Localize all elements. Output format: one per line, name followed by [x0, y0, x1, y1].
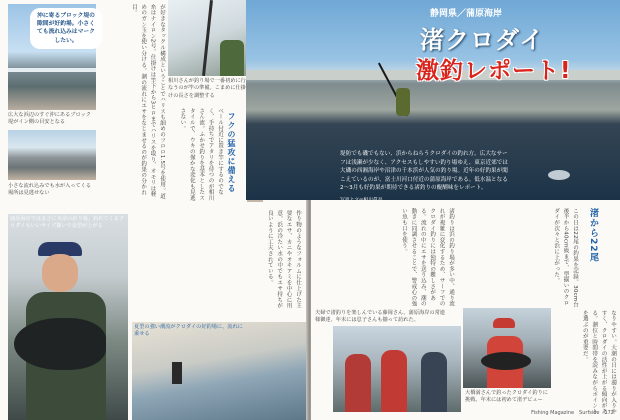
- left-column-text-1: が好きなタックル構成ということでハリスも細めのフロロ1.5号を使用。道糸はナイロン2号。仕掛けは竿下から3ヒロまでハリスを取り、オモリは軽めのガン玉を使い分ける。潮の流れにエサをなじませるのが釣果の分かれ目。: [130, 4, 165, 200]
- tip-bubble: 沖に寄るブロック堤の隙間が好釣場。小さくても流れ込みはマークしたい。: [30, 8, 102, 49]
- left-column-text-3: 作り物のようなフォルムに仕上げた主要なエサ、カニやオキアミを中心に用意。浜の冷たい水の中でもエサ持ちが良いように工夫されている。: [266, 210, 301, 309]
- right-column-text-2: なりやすい。大潮の日には濁りが入りやすく、クロダイの活性が上がる傾向がある。潮位と時間帯を読みながらポイントを選ぶのが重要だ。: [581, 310, 616, 415]
- footer: Fishing Magazine Surfside 172: [531, 410, 614, 416]
- caption-woman: 大橋満さんで釣ったクロダイ釣りに挑戦、年末には初めて渚デビュー: [465, 390, 548, 404]
- caption-rod: 相川さんが釣り場で一番初めに行なうのが竿の準備。こまめに仕掛けの長さを調整する: [168, 78, 246, 99]
- caption-beach1: 広大な浜辺のすぐ沖にあるブロック堤がイン側の目安となる: [8, 112, 91, 126]
- hero-title-line1: 渚クロダイ: [420, 26, 545, 54]
- right-page: [311, 200, 620, 420]
- caption-group: 夫婦で渚釣りを楽しんでいる藤岡さん。蒲原海岸の常連様御達、年末には息子さんも揃って訪れた。: [315, 310, 445, 324]
- group-photo: [333, 326, 461, 412]
- right-column-text-1: 渚釣りは浜の釣り場が多い中、通り流れが複雑に変化するため、サーフでのクロダイ釣りには独特の難しさがある。流れの中にエサを送り込み、潮の動きに同調させることで、警戒心の強い魚も口を使う。: [400, 208, 454, 307]
- tactic-heading: フクの猛攻に備える: [227, 112, 236, 193]
- angler-fish-photo: [8, 214, 128, 420]
- angler-rod-photo: [168, 0, 246, 76]
- water-splash: [548, 170, 570, 180]
- right-column-text-3: この日は22尾の釣果を記録。30cm台後半から40cm級まで、型揃いのクロダイが次々と浜に上がった。: [553, 208, 578, 308]
- woman-fish-photo: [463, 308, 551, 388]
- caption-angler: 蒲原海岸ではまさに本命の釣り場。釣れてくるクロダイもいいサイズ揃いで良型が上がる: [10, 216, 125, 230]
- hero-title-line2: 激釣レポート!: [416, 58, 572, 84]
- hero-lead: 堤防でも磯でもない、浜からねらうクロダイの釣れ方。広大なサーフは浅瀬が少なく、アクセスもしやすい釣り場ゆえ、東京近郊では大磯の西湘海岸や沼津の千本浜が人気の釣り場。近年の好釣果が聞こえているのが、富士川河口付近の蒲原海岸である。低水温となる2〜3月も好釣果が期待できる渚釣りの醍醐味をレポート。: [340, 151, 508, 192]
- location-label: 静岡県／蒲原海岸: [430, 9, 503, 19]
- right-heading: 渚から22尾: [588, 208, 598, 263]
- left-column-text-2: ベール付近に置き竿にするのでなく、手持ちでアタリを待つのが相川さん流。ふかせ釣りを基本としたスタイルで、ウキの僅かな変化も見逃さない。: [179, 108, 223, 201]
- caption-beach2: 小さな流れ込みでも水が入ってくる場所は見逃せない: [8, 183, 92, 197]
- beach-photo-second: [8, 130, 96, 180]
- caption-shoreline: 夏型の強い潮流がクロダイの好釣場に、流れに乗せる: [134, 324, 243, 338]
